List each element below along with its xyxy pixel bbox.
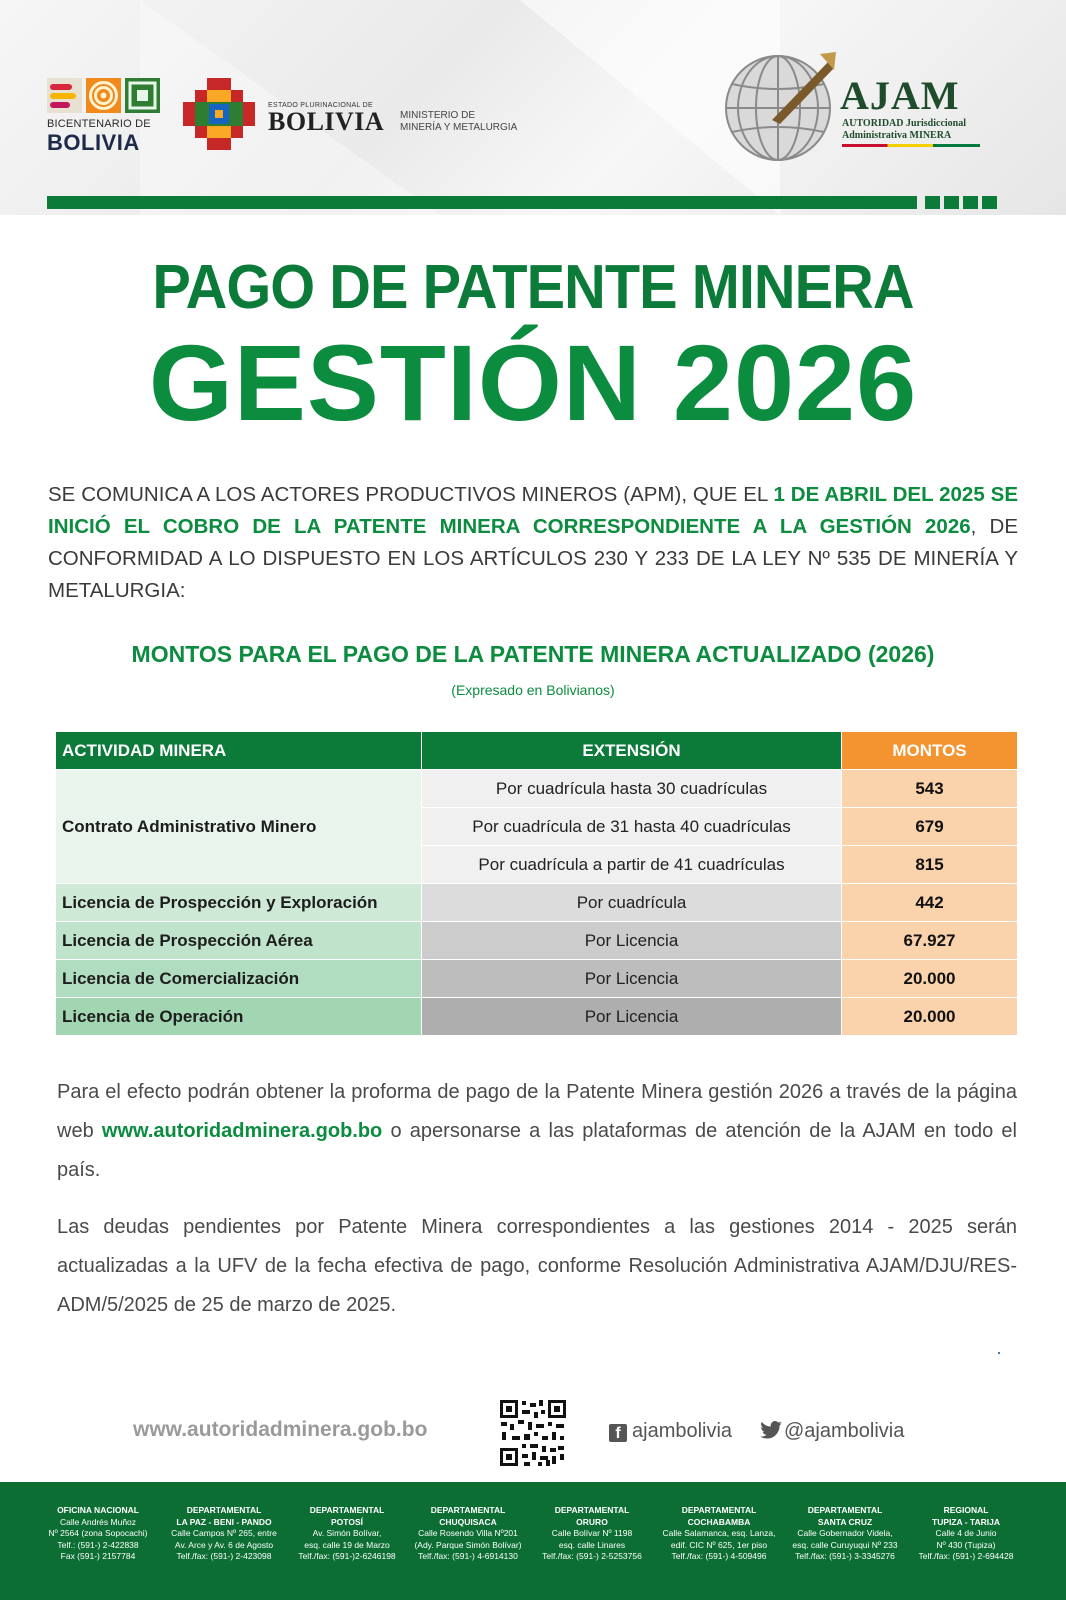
office-block — [39, 1505, 157, 1563]
ajam-sub-1: AUTORIDAD Jurisdiccional — [842, 118, 966, 129]
ministerio-line-2: MINERÍA Y METALURGIA — [400, 122, 518, 133]
office-block — [660, 1505, 778, 1563]
footer-website[interactable]: www.autoridadminera.gob.bo — [133, 1418, 428, 1441]
office-header: DEPARTAMENTAL — [807, 1505, 883, 1515]
activity-cell: Licencia de Operación — [56, 998, 422, 1036]
montos-table — [55, 731, 1018, 1036]
qr-code-icon — [498, 1398, 568, 1468]
flag-stripe — [842, 144, 980, 147]
office-line: esq. calle 19 de Marzo — [304, 1539, 390, 1550]
office-line: Telf.: (591-) 2-422838 — [57, 1539, 139, 1550]
monto-cell: 20.000 — [842, 998, 1018, 1036]
intro-highlight: 1 DE ABRIL DEL 2025 SE INICIÓ EL COBRO DE LA PATENTE MINERA CORRESPONDIENTE A LA GESTIÓN 2026 — [48, 483, 1018, 538]
ministerio-line-1: MINISTERIO DE — [400, 110, 476, 121]
monto-cell: 67.927 — [842, 922, 1018, 960]
intro-text-2: , DE CONFORMIDAD A LO DISPUESTO EN LOS ARTÍCULOS 230 Y 233 DE LA LEY Nº 535 DE MINERÍA Y METALURGIA: — [48, 515, 1018, 602]
monto-cell: 815 — [842, 846, 1018, 884]
monto-cell: 442 — [842, 884, 1018, 922]
office-subheader: POTOSÍ — [331, 1516, 363, 1527]
decorative-dot — [998, 1352, 1000, 1354]
bicentenario-spiral-icon — [86, 78, 121, 113]
extension-cell: Por Licencia — [422, 998, 842, 1036]
office-line: Av. Arce y Av. 6 de Agosto — [174, 1539, 274, 1550]
estado-small-text: ESTADO PLURINACIONAL DE — [268, 102, 373, 109]
table-row — [56, 922, 1018, 960]
office-subheader: ORURO — [576, 1516, 608, 1527]
office-line: esq. calle Curuyuqui Nº 233 — [792, 1539, 898, 1550]
intro-text-1: SE COMUNICA A LOS ACTORES PRODUCTIVOS MINEROS (APM), QUE EL — [48, 483, 774, 506]
divider-square — [944, 196, 959, 209]
table-row — [56, 998, 1018, 1036]
extension-cell: Por cuadrícula hasta 30 cuadrículas — [422, 770, 842, 808]
office-header: DEPARTAMENTAL — [309, 1505, 385, 1515]
extension-cell: Por cuadrícula de 31 hasta 40 cuadrículas — [422, 808, 842, 846]
monto-cell: 543 — [842, 770, 1018, 808]
office-line: (Ady. Parque Simón Bolívar) — [414, 1539, 522, 1550]
office-block — [786, 1505, 904, 1563]
office-header: DEPARTAMENTAL — [430, 1505, 506, 1515]
ajam-name: AJAM — [840, 73, 960, 118]
office-line: Telf./fax: (591-)2-6246198 — [298, 1551, 396, 1561]
office-line: esq. calle Linares — [558, 1539, 626, 1550]
office-subheader: SANTA CRUZ — [817, 1516, 873, 1527]
twitter-handle[interactable] — [760, 1420, 904, 1443]
table-header-row — [56, 732, 1018, 770]
office-line: Telf./fax: (591-) 4-6914130 — [418, 1551, 518, 1561]
office-header: DEPARTAMENTAL — [681, 1505, 757, 1515]
estado-plurinacional-logo — [268, 102, 384, 135]
office-line: Nº 430 (Tupiza) — [936, 1539, 996, 1550]
deudas-paragraph: Las deudas pendientes por Patente Minera correspondientes a las gestiones 2014 - 2025 serán actualizadas a la UFV de la fecha efectiva de pago, conforme Resolución Administrativa AJAM/DJU/RES-ADM/5/2025 de 25 de marzo de 2025. — [57, 1216, 1017, 1316]
main-title-line-1: PAGO DE PATENTE MINERA — [152, 253, 914, 322]
bicentenario-hands-icon — [47, 78, 82, 113]
office-subheader: COCHABAMBA — [687, 1516, 751, 1527]
office-block — [907, 1505, 1025, 1563]
office-line: Nº 2564 (zona Sopocachi) — [48, 1528, 148, 1538]
proforma-paragraph — [57, 1073, 1017, 1190]
office-line: edif. CIC Nº 625, 1er piso — [670, 1539, 768, 1550]
ministerio-text — [400, 110, 517, 134]
office-header: DEPARTAMENTAL — [554, 1505, 630, 1515]
main-title-line-2: GESTIÓN 2026 — [148, 322, 918, 443]
twitter-text: @ajambolivia — [784, 1420, 905, 1442]
website-link[interactable]: www.autoridadminera.gob.bo — [101, 1120, 383, 1142]
extension-cell: Por Licencia — [422, 922, 842, 960]
office-line: Telf./fax: (591-) 2-423098 — [176, 1551, 272, 1561]
office-line: Calle Salamanca, esq. Lanza, — [662, 1528, 776, 1538]
bicentenario-pattern-icon — [125, 78, 160, 113]
monto-cell: 20.000 — [842, 960, 1018, 998]
para1-text-2: o apersonarse a las plataformas de atención de la AJAM en todo el país. — [57, 1120, 1017, 1181]
divider-square — [925, 196, 940, 209]
activity-cell: Licencia de Prospección Aérea — [56, 922, 422, 960]
office-line: Telf./fax: (591-) 2-5253756 — [542, 1551, 642, 1561]
para1-text-1: Para el efecto podrán obtener la proforma de pago de la Patente Minera gestión 2026 a través de la página web — [57, 1081, 1017, 1142]
estado-big-text: BOLIVIA — [268, 107, 385, 136]
ajam-logo — [722, 50, 987, 165]
office-subheader: CHUQUISACA — [439, 1516, 497, 1527]
office-subheader: TUPIZA - TARIJA — [932, 1516, 1000, 1527]
office-subheader: LA PAZ - BENI - PANDO — [176, 1516, 272, 1527]
monto-cell: 679 — [842, 808, 1018, 846]
office-line: Fax (591-) 2157784 — [60, 1551, 136, 1561]
extension-cell: Por Licencia — [422, 960, 842, 998]
office-line: Calle Rosendo Villa Nº201 — [418, 1528, 518, 1538]
extension-cell: Por cuadrícula a partir de 41 cuadrículas — [422, 846, 842, 884]
table-row — [56, 770, 1018, 808]
office-line: Calle 4 de Junio — [935, 1528, 997, 1538]
twitter-bird-icon — [760, 1421, 782, 1439]
table-title: MONTOS PARA EL PAGO DE LA PATENTE MINERA ACTUALIZADO (2026) — [131, 641, 935, 667]
activity-cell: Licencia de Prospección y Exploración — [56, 884, 422, 922]
office-block — [288, 1505, 406, 1563]
table-subtitle: (Expresado en Bolivianos) — [451, 682, 615, 698]
office-line: Telf./fax: (591-) 4-509496 — [671, 1551, 767, 1561]
facebook-icon: f — [609, 1424, 627, 1442]
header-extension: EXTENSIÓN — [422, 732, 842, 770]
office-line: Calle Gobernador Videla, — [797, 1528, 893, 1538]
office-block — [165, 1505, 283, 1563]
bicentenario-text-1: BICENTENARIO DE — [47, 118, 151, 130]
office-block — [533, 1505, 651, 1563]
globe-icon — [722, 50, 837, 165]
office-line: Calle Bolívar Nº 1198 — [551, 1528, 633, 1538]
divider-square — [982, 196, 997, 209]
activity-cell: Contrato Administrativo Minero — [56, 770, 422, 884]
office-line: Calle Campos Nº 265, entre — [171, 1528, 277, 1538]
office-line: Telf./fax: (591-) 3-3345276 — [795, 1551, 895, 1561]
intro-paragraph — [48, 479, 1018, 607]
extension-cell: Por cuadrícula — [422, 884, 842, 922]
ajam-sub-2: Administrativa MINERA — [842, 130, 952, 141]
office-line: Av. Simón Bolívar, — [312, 1528, 382, 1538]
chakana-emblem-icon — [183, 78, 255, 150]
header-actividad: ACTIVIDAD MINERA — [56, 732, 422, 770]
office-header: DEPARTAMENTAL — [186, 1505, 262, 1515]
facebook-handle[interactable] — [609, 1420, 732, 1443]
header-montos: MONTOS — [842, 732, 1018, 770]
bicentenario-text-2: BOLIVIA — [47, 130, 140, 155]
divider-square — [963, 196, 978, 209]
office-block — [409, 1505, 527, 1563]
table-row — [56, 960, 1018, 998]
bicentenario-logo — [47, 78, 162, 153]
activity-cell: Licencia de Comercialización — [56, 960, 422, 998]
office-header: REGIONAL — [943, 1505, 989, 1515]
office-line: Calle Andrés Muñoz — [59, 1516, 137, 1527]
facebook-text: ajambolivia — [632, 1420, 733, 1442]
office-line: Telf./fax: (591-) 2-694428 — [918, 1551, 1014, 1561]
table-row — [56, 884, 1018, 922]
header-divider-bar — [47, 196, 917, 209]
office-header: OFICINA NACIONAL — [57, 1505, 139, 1515]
